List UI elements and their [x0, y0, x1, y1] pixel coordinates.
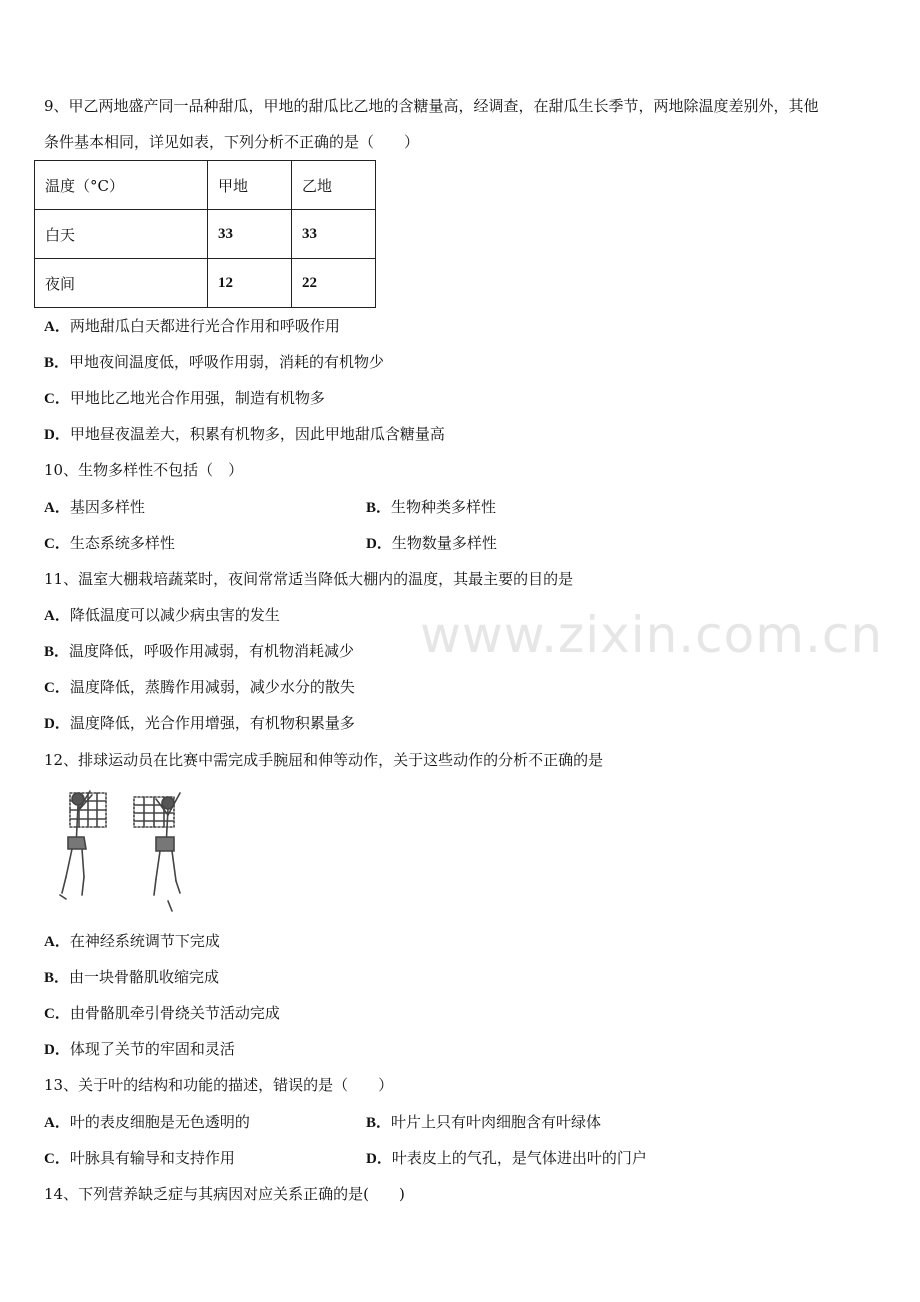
table-header-cell: 温度（°C） [35, 161, 208, 210]
option-label: D． [366, 536, 392, 552]
q10-option-a [44, 498, 145, 516]
q10-options-row1 [44, 497, 145, 518]
option-text: 甲地比乙地光合作用强，制造有机物多 [69, 389, 325, 407]
option-text: 温度降低，光合作用增强，有机物积累量多 [69, 714, 355, 732]
option-text: 生态系统多样性 [69, 534, 175, 552]
option-label: B． [44, 970, 70, 986]
table-header-cell: 乙地 [292, 161, 376, 210]
table-cell: 夜间 [35, 259, 208, 308]
option-text: 两地甜瓜白天都进行光合作用和呼吸作用 [69, 317, 340, 335]
option-text: 叶脉具有输导和支持作用 [69, 1149, 235, 1167]
q12-stem: 12、排球运动员在比赛中需完成手腕屈和伸等动作，关于这些动作的分析不正确的是 [44, 751, 604, 769]
q9-option-d [44, 424, 445, 445]
option-label: D． [44, 427, 70, 443]
q11-option-c [44, 677, 355, 698]
option-text: 叶表皮上的气孔，是气体进出叶的门户 [391, 1149, 647, 1167]
option-text: 基因多样性 [69, 498, 145, 516]
temperature-table [34, 160, 376, 308]
q11-option-d [44, 713, 355, 734]
q10-option-c [44, 533, 175, 554]
q9-option-a [44, 316, 340, 337]
q11-option-a [44, 605, 280, 626]
option-label: B． [366, 1115, 392, 1131]
option-text: 生物种类多样性 [391, 498, 497, 516]
q9-stem-line2: 条件基本相同，详见如表，下列分析不正确的是（ ） [44, 133, 420, 151]
option-text: 叶片上只有叶肉细胞含有叶绿体 [391, 1113, 602, 1131]
option-label: D． [44, 1042, 70, 1058]
option-text: 叶的表皮细胞是无色透明的 [69, 1113, 250, 1131]
q11-stem: 11、温室大棚栽培蔬菜时，夜间常常适当降低大棚内的温度，其最主要的目的是 [44, 570, 574, 588]
option-label: B． [366, 500, 392, 516]
table-row [35, 210, 376, 259]
q14-stem: 14、下列营养缺乏症与其病因对应关系正确的是( ) [44, 1185, 405, 1203]
option-text: 甲地昼夜温差大，积累有机物多，因此甲地甜瓜含糖量高 [69, 425, 445, 443]
option-text: 生物数量多样性 [391, 534, 497, 552]
q12-option-a [44, 931, 220, 952]
option-text: 由骨骼肌牵引骨绕关节活动完成 [69, 1004, 280, 1022]
table-cell: 22 [292, 259, 376, 308]
option-text: 体现了关节的牢固和灵活 [69, 1040, 235, 1058]
volleyball-players-figure [56, 785, 196, 915]
q13-option-d [366, 1148, 647, 1169]
option-label: D． [366, 1151, 392, 1167]
option-text: 温度降低，蒸腾作用减弱，减少水分的散失 [69, 678, 355, 696]
option-label: C． [44, 536, 70, 552]
option-text: 甲地夜间温度低，呼吸作用弱，消耗的有机物少 [69, 353, 385, 371]
option-text: 由一块骨骼肌收缩完成 [69, 968, 220, 986]
option-text: 温度降低，呼吸作用减弱，有机物消耗减少 [69, 642, 355, 660]
q9-option-b [44, 352, 384, 373]
player-left [60, 791, 92, 899]
option-label: C． [44, 1151, 70, 1167]
table-cell: 白天 [35, 210, 208, 259]
option-text: 在神经系统调节下完成 [69, 932, 220, 950]
q13-option-a [44, 1112, 250, 1133]
player-right [154, 793, 180, 911]
q13-option-c [44, 1148, 235, 1169]
table-cell: 12 [208, 259, 292, 308]
option-label: C． [44, 1006, 70, 1022]
table-row [35, 259, 376, 308]
option-label: A． [44, 319, 70, 335]
option-text: 降低温度可以减少病虫害的发生 [69, 606, 280, 624]
watermark: www.zixin.com.cn [420, 606, 884, 664]
table-header-cell: 甲地 [208, 161, 292, 210]
option-label: C． [44, 680, 70, 696]
option-label: A． [44, 934, 70, 950]
option-label: C． [44, 391, 70, 407]
table-header-row [35, 161, 376, 210]
q13-stem: 13、关于叶的结构和功能的描述，错误的是（ ） [44, 1076, 394, 1094]
q11-option-b [44, 641, 354, 662]
q9-stem-line1: 9、甲乙两地盛产同一品种甜瓜，甲地的甜瓜比乙地的含糖量高，经调查，在甜瓜生长季节，两地除温度差别外，其他 [44, 97, 819, 115]
q10-stem: 10、生物多样性不包括（ ） [44, 461, 244, 479]
q12-option-b [44, 967, 219, 988]
q12-option-c [44, 1003, 280, 1024]
option-label: A． [44, 500, 70, 516]
table-cell: 33 [208, 210, 292, 259]
q10-option-d [366, 533, 497, 554]
option-label: A． [44, 1115, 70, 1131]
option-label: A． [44, 608, 70, 624]
option-label: B． [44, 644, 70, 660]
table-cell: 33 [292, 210, 376, 259]
q9-option-c [44, 388, 325, 409]
option-label: D． [44, 716, 70, 732]
option-label: B． [44, 355, 70, 371]
q12-option-d [44, 1039, 235, 1060]
q10-option-b [366, 497, 496, 518]
q13-option-b [366, 1112, 601, 1133]
